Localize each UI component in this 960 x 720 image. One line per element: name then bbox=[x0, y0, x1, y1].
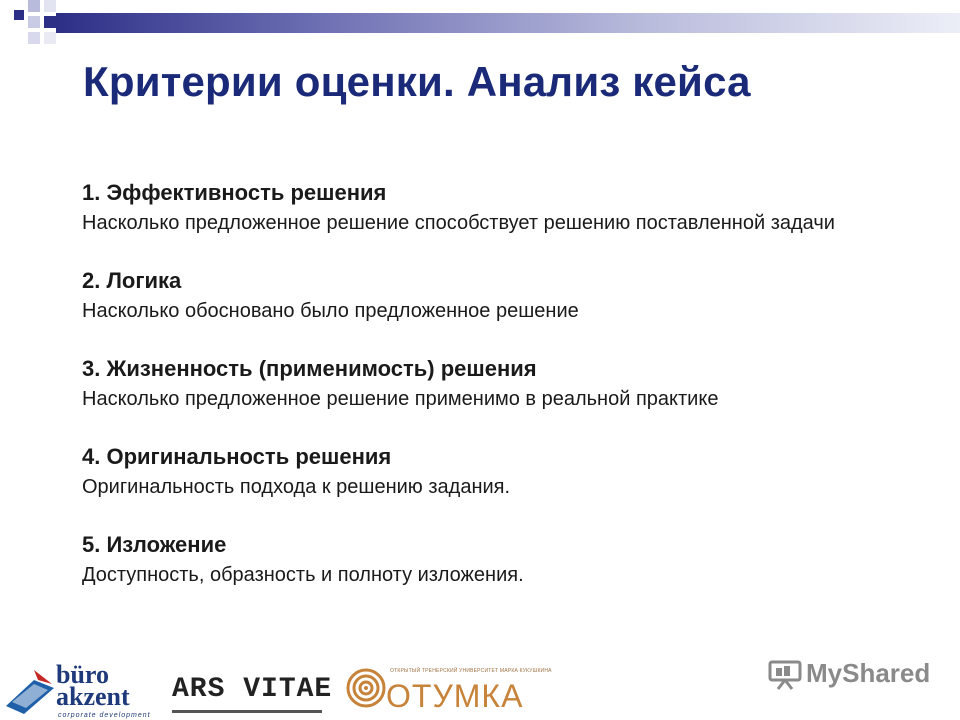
otymka-wordmark: ОТУМКА bbox=[386, 678, 524, 714]
slide-title: Критерии оценки. Анализ кейса bbox=[83, 58, 751, 105]
criterion-description: Оригинальность подхода к решению задания. bbox=[82, 476, 511, 498]
ars-vitae-underline bbox=[172, 710, 322, 713]
myshared-text: MyShared bbox=[806, 658, 931, 688]
criterion-item bbox=[82, 442, 922, 502]
criterion-description: Насколько предложенное решение способствует решению поставленной задачи bbox=[82, 212, 835, 234]
criterion-title: 3. Жизненность (применимость) решения bbox=[82, 356, 537, 381]
criterion-item bbox=[82, 178, 922, 238]
criterion-title: 1. Эффективность решения bbox=[82, 180, 387, 205]
otymka-subtitle: ОТКРЫТЫЙ ТРЕНЕРСКИЙ УНИВЕРСИТЕТ МАРКА КУКУШКИНА bbox=[390, 668, 552, 674]
criterion-description: Насколько обосновано было предложенное решение bbox=[82, 300, 579, 322]
criterion-title: 4. Оригинальность решения bbox=[82, 444, 392, 469]
top-gradient-band bbox=[56, 13, 960, 33]
myshared-watermark bbox=[768, 658, 931, 690]
buro-akzent-logo bbox=[4, 662, 156, 718]
buro-akzent-word-1: büro bbox=[56, 660, 109, 689]
criteria-list bbox=[82, 178, 922, 618]
footer-logos bbox=[0, 650, 960, 720]
criterion-item bbox=[82, 266, 922, 326]
buro-akzent-word-2: akzent bbox=[56, 682, 130, 711]
presentation-board-icon bbox=[768, 660, 802, 690]
criterion-description: Насколько предложенное решение применимо в реальной практике bbox=[82, 388, 719, 410]
buro-akzent-subtitle: corporate development bbox=[58, 712, 151, 719]
criterion-item bbox=[82, 530, 922, 590]
spiral-icon bbox=[346, 666, 386, 710]
buro-akzent-swoosh-icon bbox=[4, 662, 56, 718]
otymka-logo bbox=[346, 664, 552, 714]
criterion-description: Доступность, образность и полноту изложения. bbox=[82, 564, 524, 586]
ars-vitae-text: ARS VITAE bbox=[172, 674, 333, 705]
criterion-item bbox=[82, 354, 922, 414]
criterion-title: 2. Логика bbox=[82, 268, 182, 293]
criterion-title: 5. Изложение bbox=[82, 532, 227, 557]
ars-vitae-logo bbox=[172, 674, 333, 714]
